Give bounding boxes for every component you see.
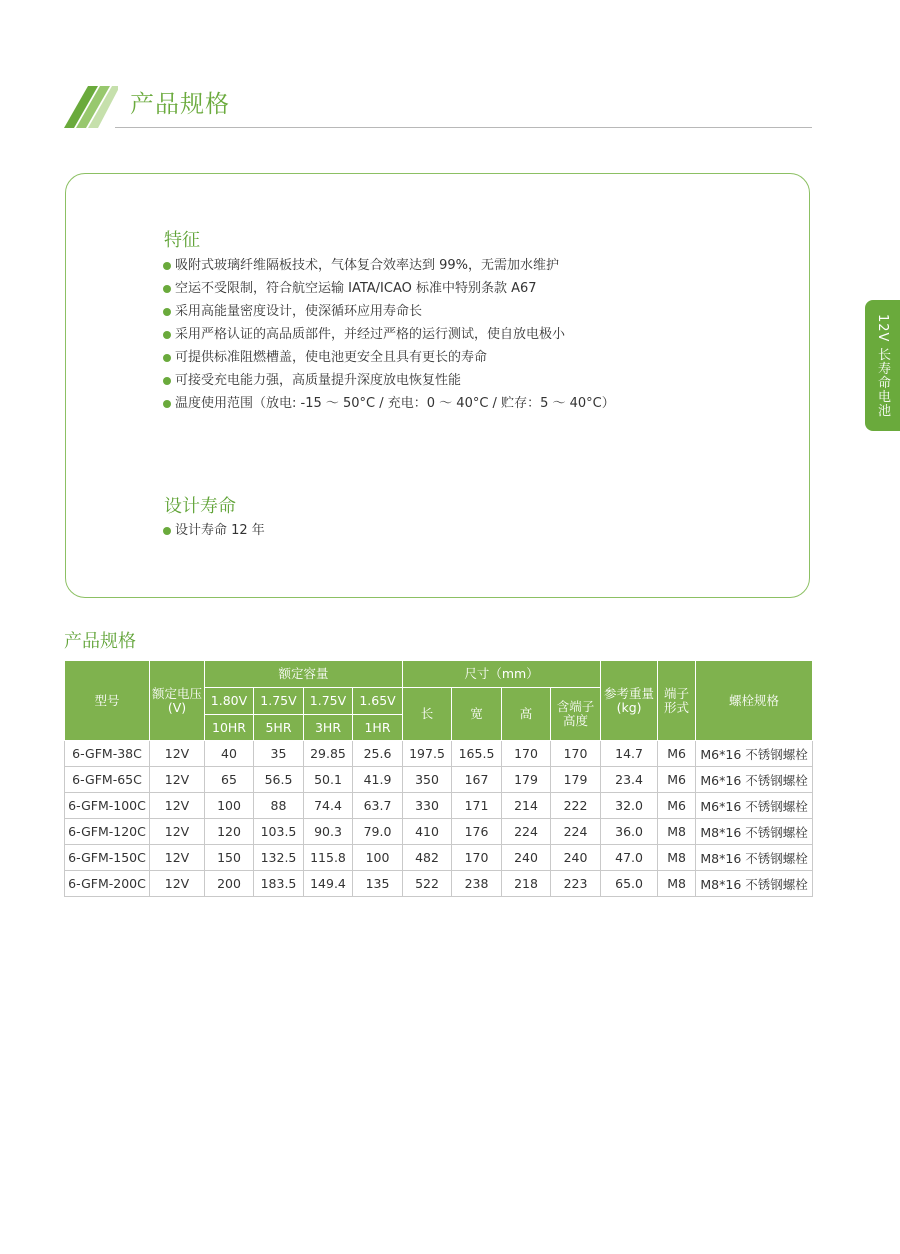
table-row (65, 819, 813, 845)
table-cell: 103.5 (254, 819, 304, 845)
section-stripes-icon (64, 86, 118, 128)
table-cell: 90.3 (304, 819, 353, 845)
col-header-cap-hr: 1HR (353, 715, 403, 741)
col-header-cap-hr: 10HR (205, 715, 254, 741)
table-cell: M8 (658, 871, 696, 897)
table-cell: 222 (551, 793, 601, 819)
col-header-model: 型号 (65, 661, 150, 741)
table-cell: 56.5 (254, 767, 304, 793)
design-life-heading: 设计寿命 (164, 496, 236, 517)
table-cell: 47.0 (601, 845, 658, 871)
table-cell: 32.0 (601, 793, 658, 819)
bullet-dot-icon (163, 354, 171, 362)
table-cell: M6*16 不锈钢螺栓 (696, 793, 813, 819)
list-item: 温度使用范围（放电: -15 ～ 50°C / 充电：0 ～ 40°C / 贮存：5 ～ 40°C） (163, 392, 615, 415)
bullet-dot-icon (163, 308, 171, 316)
table-cell: 179 (551, 767, 601, 793)
col-header-terminal: 端子 形式 (658, 661, 696, 741)
col-header-height: 高 (502, 688, 551, 741)
table-cell: 63.7 (353, 793, 403, 819)
table-cell: 12V (150, 767, 205, 793)
col-header-width: 宽 (452, 688, 502, 741)
table-cell: 6-GFM-150C (65, 845, 150, 871)
list-item: 采用高能量密度设计，使深循环应用寿命长 (163, 300, 615, 323)
table-row (65, 871, 813, 897)
bullet-dot-icon (163, 331, 171, 339)
table-cell: 74.4 (304, 793, 353, 819)
table-cell: 12V (150, 819, 205, 845)
table-cell: 50.1 (304, 767, 353, 793)
table-cell: 115.8 (304, 845, 353, 871)
col-header-cap-hr: 3HR (304, 715, 353, 741)
table-cell: 100 (205, 793, 254, 819)
table-cell: 36.0 (601, 819, 658, 845)
table-cell: M8 (658, 845, 696, 871)
table-cell: 330 (403, 793, 452, 819)
table-cell: 135 (353, 871, 403, 897)
table-cell: 79.0 (353, 819, 403, 845)
col-header-cap-v: 1.75V (254, 688, 304, 715)
list-item: 可接受充电能力强，高质量提升深度放电恢复性能 (163, 369, 615, 392)
table-cell: 218 (502, 871, 551, 897)
table-cell: 350 (403, 767, 452, 793)
table-cell: 65.0 (601, 871, 658, 897)
table-cell: 6-GFM-65C (65, 767, 150, 793)
design-life-list (163, 519, 265, 542)
list-item: 可提供标准阻燃槽盖，使电池更安全且具有更长的寿命 (163, 346, 615, 369)
table-cell: M6*16 不锈钢螺栓 (696, 741, 813, 767)
table-cell: 170 (452, 845, 502, 871)
side-tab (865, 300, 900, 431)
col-header-length: 长 (403, 688, 452, 741)
spec-table-body (65, 741, 813, 897)
table-cell: 179 (502, 767, 551, 793)
table-cell: 522 (403, 871, 452, 897)
col-header-cap-v: 1.65V (353, 688, 403, 715)
table-cell: 14.7 (601, 741, 658, 767)
table-cell: 171 (452, 793, 502, 819)
table-cell: 35 (254, 741, 304, 767)
col-header-bolt: 螺栓规格 (696, 661, 813, 741)
table-cell: 223 (551, 871, 601, 897)
table-cell: 410 (403, 819, 452, 845)
bullet-dot-icon (163, 377, 171, 385)
table-cell: 12V (150, 741, 205, 767)
page-title: 产品规格 (130, 90, 230, 118)
table-cell: 149.4 (304, 871, 353, 897)
col-header-size: 尺寸（mm） (403, 661, 601, 688)
table-cell: 170 (502, 741, 551, 767)
table-cell: 240 (502, 845, 551, 871)
table-cell: 12V (150, 871, 205, 897)
table-cell: 224 (551, 819, 601, 845)
features-list (163, 254, 615, 415)
table-cell: M6 (658, 741, 696, 767)
table-row (65, 793, 813, 819)
table-cell: 12V (150, 845, 205, 871)
side-tab-label: 12V 长寿命电池 (875, 313, 890, 418)
table-cell: 183.5 (254, 871, 304, 897)
col-header-capacity: 额定容量 (205, 661, 403, 688)
table-cell: 170 (551, 741, 601, 767)
table-cell: 6-GFM-200C (65, 871, 150, 897)
table-cell: 482 (403, 845, 452, 871)
table-row (65, 767, 813, 793)
table-cell: M8 (658, 819, 696, 845)
spec-heading: 产品规格 (64, 631, 136, 652)
table-cell: 100 (353, 845, 403, 871)
table-cell: 65 (205, 767, 254, 793)
table-cell: 40 (205, 741, 254, 767)
table-cell: 150 (205, 845, 254, 871)
features-heading: 特征 (164, 230, 200, 251)
table-cell: 88 (254, 793, 304, 819)
bullet-dot-icon (163, 400, 171, 408)
table-cell: 197.5 (403, 741, 452, 767)
table-cell: 167 (452, 767, 502, 793)
table-cell: 29.85 (304, 741, 353, 767)
list-item: 空运不受限制，符合航空运输 IATA/ICAO 标准中特别条款 A67 (163, 277, 615, 300)
col-header-voltage: 额定电压 (V) (150, 661, 205, 741)
table-cell: 238 (452, 871, 502, 897)
bullet-dot-icon (163, 262, 171, 270)
table-cell: 165.5 (452, 741, 502, 767)
table-cell: 240 (551, 845, 601, 871)
col-header-cap-hr: 5HR (254, 715, 304, 741)
list-item: 采用严格认证的高品质部件，并经过严格的运行测试，使自放电极小 (163, 323, 615, 346)
table-cell: 6-GFM-120C (65, 819, 150, 845)
table-cell: M8*16 不锈钢螺栓 (696, 819, 813, 845)
col-header-weight: 参考重量 (kg) (601, 661, 658, 741)
table-cell: M6 (658, 793, 696, 819)
bullet-dot-icon (163, 527, 171, 535)
table-cell: 41.9 (353, 767, 403, 793)
list-item: 设计寿命 12 年 (163, 519, 265, 542)
table-cell: 214 (502, 793, 551, 819)
table-cell: 6-GFM-38C (65, 741, 150, 767)
table-cell: 23.4 (601, 767, 658, 793)
table-cell: M8*16 不锈钢螺栓 (696, 871, 813, 897)
table-cell: 176 (452, 819, 502, 845)
table-cell: 132.5 (254, 845, 304, 871)
bullet-dot-icon (163, 285, 171, 293)
table-cell: 25.6 (353, 741, 403, 767)
table-cell: 6-GFM-100C (65, 793, 150, 819)
table-cell: 224 (502, 819, 551, 845)
table-cell: 200 (205, 871, 254, 897)
table-cell: M8*16 不锈钢螺栓 (696, 845, 813, 871)
col-header-cap-v: 1.75V (304, 688, 353, 715)
spec-table (64, 660, 813, 897)
table-row (65, 845, 813, 871)
table-cell: 12V (150, 793, 205, 819)
col-header-cap-v: 1.80V (205, 688, 254, 715)
table-cell: M6*16 不锈钢螺栓 (696, 767, 813, 793)
col-header-term-height: 含端子 高度 (551, 688, 601, 741)
list-item: 吸附式玻璃纤维隔板技术，气体复合效率达到 99%，无需加水维护 (163, 254, 615, 277)
title-divider (115, 127, 812, 128)
table-cell: M6 (658, 767, 696, 793)
table-cell: 120 (205, 819, 254, 845)
table-row (65, 741, 813, 767)
